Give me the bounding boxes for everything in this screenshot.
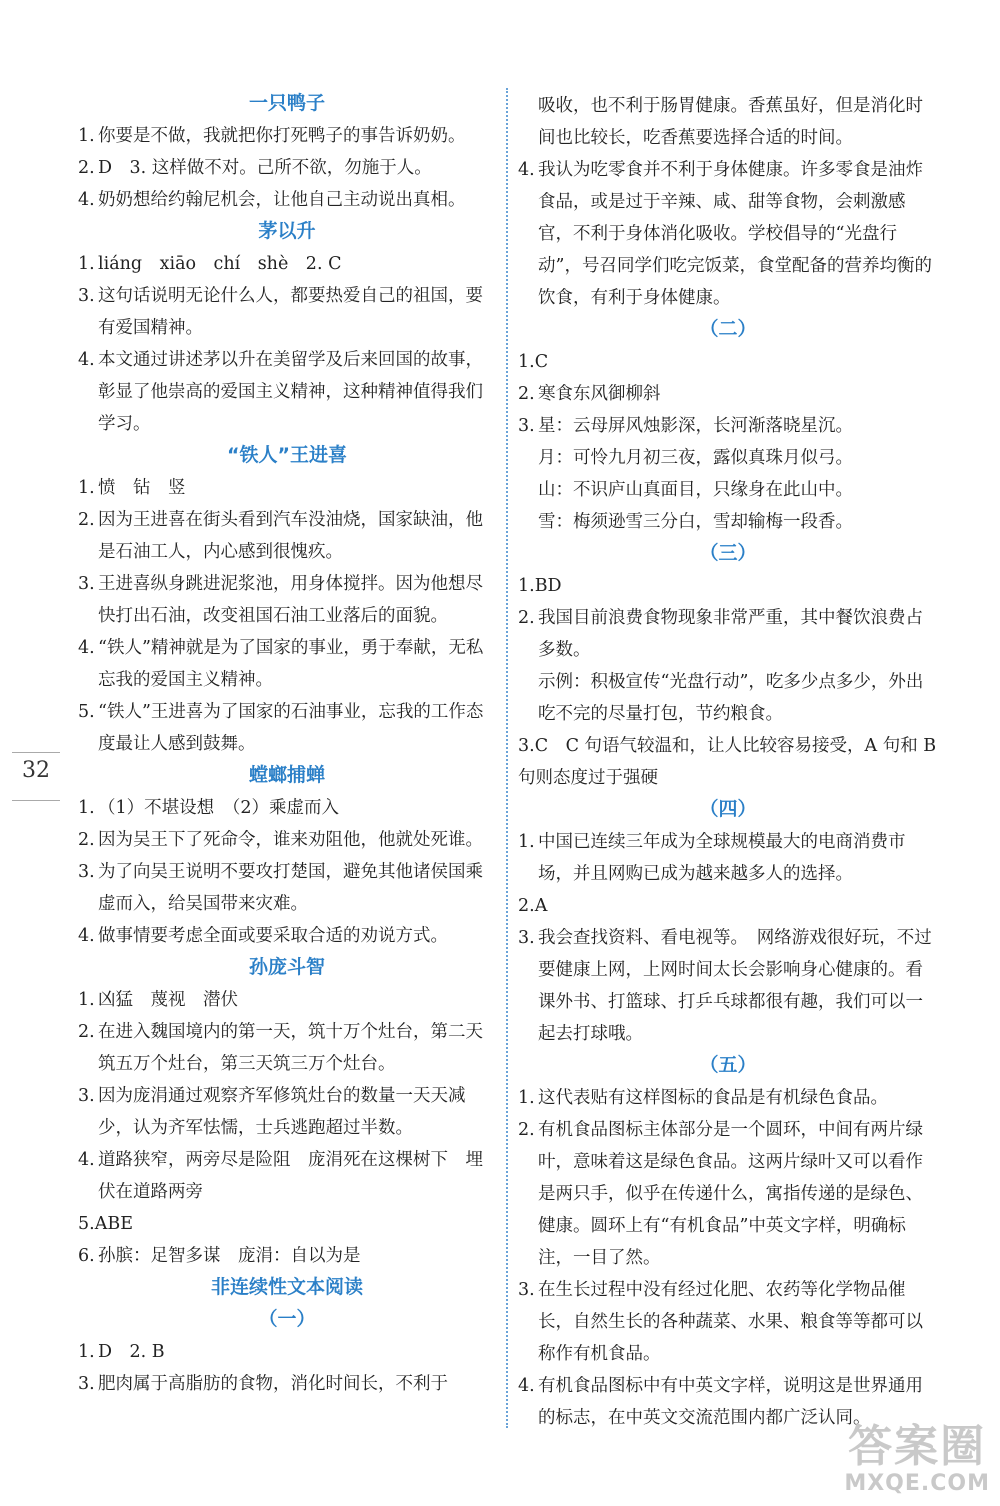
answer-text: 因为吴王下了死命令，谁来劝阻他，他就处死谁。 (98, 830, 483, 850)
answer-number: 1. (518, 832, 535, 852)
answer-text: 我国目前浪费食物现象非常严重，其中餐饮浪费占多数。 (538, 608, 923, 660)
answer-item (78, 1368, 496, 1400)
answer-item (78, 184, 496, 216)
answer-text: D 2. B (98, 1342, 165, 1362)
answer-text: 我会查找资料、看电视等。 网络游戏很好玩，不过要健康上网，上网时间太长会影响身心健康的。看课外书、打篮球、打乒乓球都很有趣，我们可以一起去打球哦。 (538, 928, 932, 1044)
answer-item (518, 922, 938, 1050)
answer-number: 3. (518, 1280, 535, 1300)
answer-continuation: 月：可怜九月初三夜，露似真珠月似弓。 (538, 448, 853, 468)
answer-text: D 3. 这样做不对。己所不欲，勿施于人。 (98, 158, 432, 178)
answer-number: 3. (78, 286, 95, 306)
answer-number: 2. (518, 1120, 535, 1140)
answer-text: 在生长过程中没有经过化肥、农药等化学物品催长，自然生长的各种蔬菜、水果、粮食等等都可以称作有机食品。 (538, 1280, 923, 1364)
watermark-text: 答案圈 (848, 1421, 987, 1472)
section-heading: 螳螂捕蝉 (248, 764, 325, 786)
answer-continuation: 雪：梅须逊雪三分白，雪却输梅一段香。 (538, 512, 853, 532)
answer-text: 我认为吃零食并不利于身体健康。许多零食是油炸食品，或是过于辛辣、咸、甜等食物，会刺激感官，不利于身体消化吸收。学校倡导的“光盘行动”，号召同学们吃完饭菜，食堂配备的营养均衡的饮食，有利于身体健康。 (538, 160, 932, 308)
answer-text: 寒食东风御柳斜 (538, 384, 661, 404)
answer-item (78, 472, 496, 504)
answer-item (78, 1080, 496, 1144)
answer-text: 王进喜纵身跳进泥浆池，用身体搅拌。因为他想尽快打出石油，改变祖国石油工业落后的面貌。 (98, 574, 483, 626)
answer-text: 因为王进喜在街头看到汽车没油烧，国家缺油，他是石油工人，内心感到很愧疚。 (98, 510, 483, 562)
answer-item (518, 378, 938, 410)
answer-text: 本文通过讲述茅以升在美留学及后来回国的故事，彰显了他崇高的爱国主义精神，这种精神值得我们学习。 (98, 350, 483, 434)
answer-item (78, 568, 496, 632)
answer-item (518, 410, 938, 442)
section-heading: （二） (699, 318, 757, 340)
answer-item (78, 792, 496, 824)
answer-continuation: 示例：积极宣传“光盘行动”，吃多少点多少，外出吃不完的尽量打包，节约粮食。 (538, 672, 924, 724)
answer-text: 星：云母屏风烛影深，长河渐落晓星沉。 (538, 416, 853, 436)
answer-item (78, 344, 496, 440)
answer-continuation: 吸收，也不利于肠胃健康。香蕉虽好，但是消化时间也比较长，吃香蕉要选择合适的时间。 (538, 96, 923, 148)
answer-number: 3. (78, 1086, 95, 1106)
answer-number: 3. (518, 416, 535, 436)
answer-number: 6. (78, 1246, 95, 1266)
answer-item (518, 1082, 938, 1114)
page-number-rule-top (12, 752, 60, 753)
answer-text: 中国已连续三年成为全球规模最大的电商消费市场，并且网购已成为越来越多人的选择。 (538, 832, 906, 884)
answer-number: 2. (78, 830, 95, 850)
answer-item (518, 602, 938, 666)
answer-item (78, 696, 496, 760)
answer-number: 1. (518, 1088, 535, 1108)
answer-number: 1. (78, 254, 95, 274)
answer-item (78, 824, 496, 856)
answer-item (518, 154, 938, 314)
answer-item (518, 1114, 938, 1274)
answer-number: 4. (518, 1376, 535, 1396)
answer-item (78, 1016, 496, 1080)
answer-item: 5.ABE (78, 1214, 133, 1234)
answer-number: 1. (78, 478, 95, 498)
answer-number: 1. (78, 126, 95, 146)
answer-item (518, 826, 938, 890)
answer-text: 有机食品图标中有中英文字样，说明这是世界通用的标志，在中英文交流范围内都广泛认同。 (538, 1376, 923, 1428)
answer-text: 为了向吴王说明不要攻打楚国，避免其他诸侯国乘虚而入，给吴国带来灾难。 (98, 862, 483, 914)
answer-item: 3.C C 句语气较温和，让人比较容易接受，A 句和 B 句则态度过于强硬 (518, 736, 937, 788)
answer-text: 凶猛 蔑视 潜伏 (98, 990, 238, 1010)
answer-text: 肥肉属于高脂肪的食物，消化时间长，不利于 (98, 1374, 448, 1394)
answer-item (78, 984, 496, 1016)
answer-item (78, 856, 496, 920)
section-heading: 非连续性文本阅读 (210, 1276, 363, 1298)
answer-number: 4. (78, 926, 95, 946)
answer-number: 4. (78, 1150, 95, 1170)
answer-number: 3. (78, 1374, 95, 1394)
answer-item (78, 920, 496, 952)
answer-item (78, 1240, 496, 1272)
answer-text: 这代表贴有这样图标的食品是有机绿色食品。 (538, 1088, 888, 1108)
answer-text: 愤 钻 竖 (98, 478, 186, 498)
answer-number: 3. (518, 928, 535, 948)
page-number: 32 (22, 758, 50, 783)
answer-number: 3. (78, 574, 95, 594)
watermark-logo (844, 1423, 990, 1496)
section-heading: 茅以升 (258, 220, 316, 242)
answer-item: 2.A (518, 896, 548, 916)
left-column (78, 88, 496, 1400)
answer-text: 这句话说明无论什么人，都要热爱自己的祖国，要有爱国精神。 (98, 286, 483, 338)
section-heading: 孙庞斗智 (248, 956, 325, 978)
answer-text: 有机食品图标主体部分是一个圆环，中间有两片绿叶，意味着这是绿色食品。这两片绿叶又可以看作是两只手，似乎在传递什么，寓指传递的是绿色、健康。圆环上有“有机食品”中英文字样，明确标注，一目了然。 (538, 1120, 923, 1268)
answer-text: “铁人”精神就是为了国家的事业，勇于奉献，无私忘我的爱国主义精神。 (98, 638, 484, 690)
answer-number: 4. (78, 190, 95, 210)
answer-number: 4. (78, 638, 95, 658)
answer-number: 1. (78, 798, 95, 818)
answer-text: 道路狭窄，两旁尽是险阻 庞涓死在这棵树下 埋伏在道路两旁 (98, 1150, 483, 1202)
section-heading: “铁人”王进喜 (227, 444, 347, 466)
answer-item: 1.BD (518, 576, 562, 596)
answer-number: 3. (78, 862, 95, 882)
answer-number: 4. (518, 160, 535, 180)
answer-text: 在进入魏国境内的第一天，筑十万个灶台，第二天筑五万个灶台，第三天筑三万个灶台。 (98, 1022, 483, 1074)
answer-text: 做事情要考虑全面或要采取合适的劝说方式。 (98, 926, 448, 946)
answer-number: 2. (518, 384, 535, 404)
answer-item (78, 280, 496, 344)
answer-text: liáng xiāo chí shè 2. C (98, 254, 342, 274)
column-divider (506, 88, 508, 1428)
answer-item: 1.C (518, 352, 549, 372)
answer-text: 你要是不做，我就把你打死鸭子的事告诉奶奶。 (98, 126, 466, 146)
right-column (518, 90, 938, 1434)
answer-text: “铁人”王进喜为了国家的石油事业，忘我的工作态度最让人感到鼓舞。 (98, 702, 484, 754)
answer-item (78, 248, 496, 280)
answer-text: 孙膑：足智多谋 庞涓：自以为是 (98, 1246, 361, 1266)
answer-text: 因为庞涓通过观察齐军修筑灶台的数量一天天减少，认为齐军怯懦，士兵逃跑超过半数。 (98, 1086, 466, 1138)
answer-text: （1）不堪设想 （2）乘虚而入 (98, 798, 340, 818)
answer-number: 2. (78, 158, 95, 178)
answer-number: 4. (78, 350, 95, 370)
answer-number: 2. (78, 1022, 95, 1042)
answer-number: 1. (78, 1342, 95, 1362)
section-heading: （一） (258, 1308, 316, 1330)
answer-number: 1. (78, 990, 95, 1010)
answer-number: 2. (78, 510, 95, 530)
answer-item (78, 120, 496, 152)
answer-number: 5. (78, 702, 95, 722)
watermark-url: MXQE.COM (844, 1471, 990, 1496)
section-heading: （五） (699, 1054, 757, 1076)
section-heading: （三） (699, 542, 757, 564)
answer-text: 奶奶想给约翰尼机会，让他自己主动说出真相。 (98, 190, 466, 210)
answer-continuation: 山：不识庐山真面目，只缘身在此山中。 (538, 480, 853, 500)
answer-item (78, 504, 496, 568)
answer-item (78, 1144, 496, 1208)
section-heading: （四） (699, 798, 757, 820)
answer-number: 2. (518, 608, 535, 628)
answer-item (78, 632, 496, 696)
answer-item (78, 1336, 496, 1368)
answer-item (78, 152, 496, 184)
section-heading: 一只鸭子 (248, 92, 325, 114)
answer-item (518, 1274, 938, 1370)
page-number-rule-bottom (12, 800, 60, 801)
